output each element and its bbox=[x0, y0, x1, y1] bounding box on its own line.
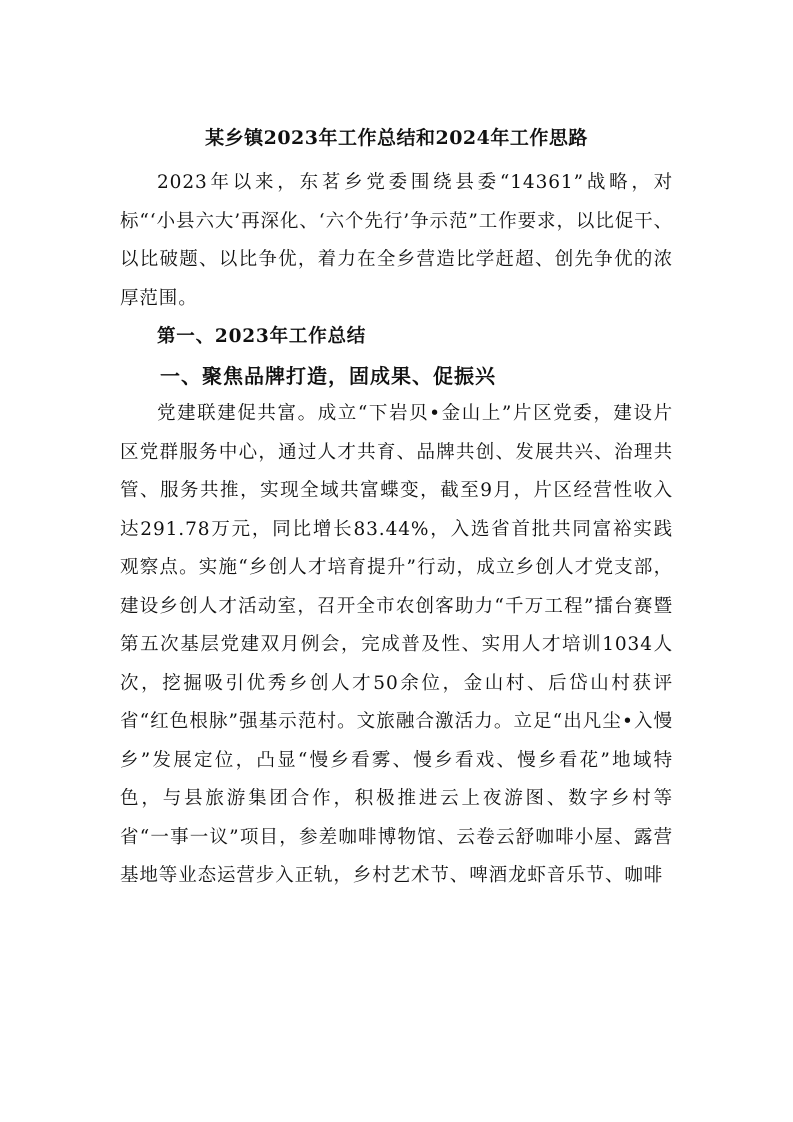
body-paragraph: 党建联建促共富。成立“下岩贝•金山上”片区党委，建设片区党群服务中心，通过人才共育、品牌共创、发展共兴、治理共管、服务共推，实现全域共富蝶变，截至9月，片区经营性收入达291.78万元，同比增长83.44%，入选省首批共同富裕实践观察点。实施“乡创人才培育提升”行动，成立乡创人才党支部，建设乡创人才活动室，召开全市农创客助力“千万工程”擂台赛暨第五次基层党建双月例会，完成普及性、实用人才培训1034人次，挖掘吸引优秀乡创人才50余位，金山村、后岱山村获评省“红色根脉”强基示范村。文旅融合激活力。立足“出凡尘•入慢乡”发展定位，凸显“慢乡看雾、慢乡看戏、慢乡看花”地域特色，与县旅游集团合作，积极推进云上夜游图、数字乡村等省“一事一议”项目，参差咖啡博物馆、云卷云舒咖啡小屋、露营基地等业态运营步入正轨，乡村艺术节、啤酒龙虾音乐节、咖啡 bbox=[120, 403, 673, 886]
subsection-heading: 一、聚焦品牌打造，固成果、促振兴 bbox=[160, 363, 496, 388]
document-title: 某乡镇2023年工作总结和2024年工作思路 bbox=[205, 127, 588, 149]
document-body bbox=[120, 118, 673, 896]
intro-paragraph: 2023年以来，东茗乡党委围绕县委“14361”战略，对标“‘小县六大’再深化、‘六个先行’争示范”工作要求，以比促干、以比破题、以比争优，着力在全乡营造比学赶超、创先争优的浓厚范围。 bbox=[120, 172, 673, 309]
section-heading: 第一、2023年工作总结 bbox=[157, 326, 367, 347]
